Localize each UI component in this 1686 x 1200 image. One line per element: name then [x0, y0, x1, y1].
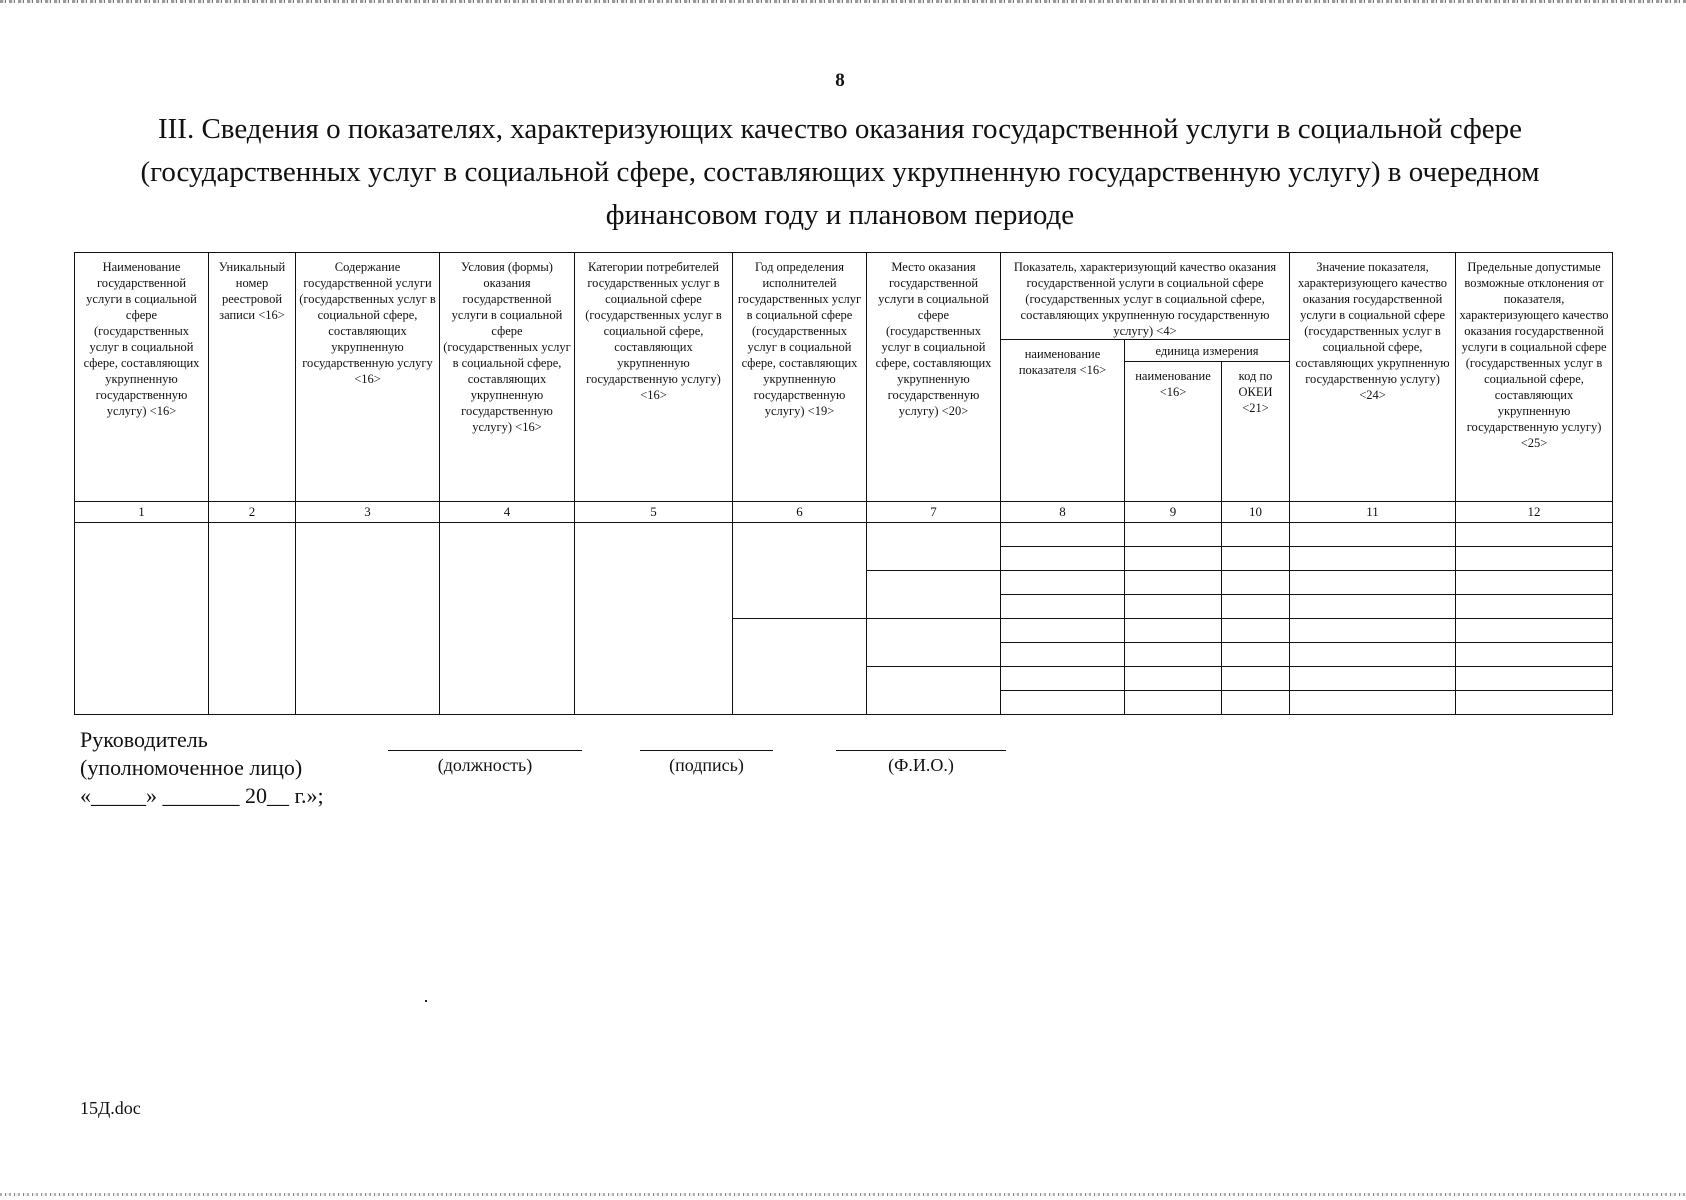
column-number: 8: [1001, 502, 1125, 523]
table-row: [75, 523, 1613, 547]
position-caption: (должность): [437, 755, 533, 775]
section-heading: [60, 108, 1620, 237]
header-consumer-categories: Категории потребителей государственных услуг в социальной сфере (государственных услуг в социальной сфере, составляющих укрупненную государственную услугу) <16>: [575, 253, 733, 502]
header-service-conditions: Условия (формы) оказания государственной услуги в социальной сфере (государственных услуг в социальной сфере, составляющих укрупненную государственную услугу) <16>: [440, 253, 575, 502]
data-cell: [867, 619, 1001, 667]
data-cell: [1290, 571, 1456, 595]
column-number: 4: [440, 502, 575, 523]
data-cell: [1290, 643, 1456, 667]
data-cell: [296, 523, 440, 715]
data-cell: [1290, 547, 1456, 571]
signature-underline: [640, 750, 773, 751]
data-cell: [1456, 595, 1613, 619]
signatory-label: Руководитель: [80, 727, 208, 752]
data-cell: [1456, 547, 1613, 571]
signatory-sublabel: (уполномоченное лицо): [80, 755, 303, 780]
column-number: 1: [75, 502, 209, 523]
name-caption: (Ф.И.О.): [888, 755, 954, 775]
data-cell: [1222, 547, 1290, 571]
data-cell: [1222, 643, 1290, 667]
data-cell: [1222, 691, 1290, 715]
data-cell: [1125, 595, 1222, 619]
column-number: 6: [733, 502, 867, 523]
heading-line-2: (государственных услуг в социальной сфере, составляющих укрупненную государственную услугу) в очередном: [140, 156, 1540, 188]
signature-date: «_____» _______ 20__ г.»;: [80, 783, 324, 808]
column-number: 9: [1125, 502, 1222, 523]
data-cell: [1001, 667, 1125, 691]
header-unit-group: единица измерения: [1125, 340, 1290, 362]
data-cell: [1456, 643, 1613, 667]
data-cell: [1222, 523, 1290, 547]
data-cell: [1222, 667, 1290, 691]
data-cell: [1456, 619, 1613, 643]
data-cell: [867, 523, 1001, 571]
column-number: 12: [1456, 502, 1613, 523]
data-cell: [733, 619, 867, 715]
column-number: 5: [575, 502, 733, 523]
header-registry-number: Уникальный номер реестровой записи <16>: [209, 253, 296, 502]
column-numbers-row: [75, 502, 1613, 523]
data-cell: [1001, 595, 1125, 619]
data-cell: [1290, 619, 1456, 643]
data-cell: [867, 667, 1001, 715]
data-cell: [1125, 571, 1222, 595]
data-cell: [1222, 619, 1290, 643]
header-indicator-value: Значение показателя, характеризующего качество оказания государственной услуги в социальной сфере (государственных услуг в социальной сфере, составляющих укрупненную государственную услугу) <24>: [1290, 253, 1456, 502]
data-cell: [1125, 667, 1222, 691]
data-cell: [1456, 571, 1613, 595]
data-cell: [1222, 571, 1290, 595]
signature-caption: (подпись): [669, 755, 744, 775]
data-cell: [1290, 667, 1456, 691]
data-cell: [1001, 547, 1125, 571]
data-cell: [1456, 667, 1613, 691]
column-number: 7: [867, 502, 1001, 523]
data-cell: [1125, 691, 1222, 715]
scan-edge-bottom: [0, 1193, 1686, 1196]
footer-filename: 15Д.doc: [80, 1098, 141, 1118]
data-cell: [1001, 619, 1125, 643]
data-cell: [1125, 643, 1222, 667]
header-service-place: Место оказания государственной услуги в социальной сфере (государственных услуг в социальной сфере, составляющих укрупненную государственную услугу) <20>: [867, 253, 1001, 502]
position-underline: [388, 750, 582, 751]
data-cell: [1001, 643, 1125, 667]
column-number: 10: [1222, 502, 1290, 523]
data-cell: [440, 523, 575, 715]
data-cell: [1456, 691, 1613, 715]
header-service-content: Содержание государственной услуги (государственных услуг в социальной сфере, составляющих укрупненную государственную услугу <16>: [296, 253, 440, 502]
data-cell: [1125, 523, 1222, 547]
data-cell: [1001, 523, 1125, 547]
data-cell: [1290, 595, 1456, 619]
data-cell: [1001, 691, 1125, 715]
data-cell: [867, 571, 1001, 619]
data-cell: [575, 523, 733, 715]
scan-speck: [425, 1000, 427, 1002]
header-allowed-deviation: Предельные допустимые возможные отклонения от показателя, характеризующего качество оказания государственной услуги в социальной сфере (государственных услуг в социальной сфере, составляющих укрупненную государственную услугу) <25>: [1456, 253, 1613, 502]
data-cell: [733, 523, 867, 619]
data-cell: [1001, 571, 1125, 595]
data-cell: [1290, 691, 1456, 715]
column-number: 11: [1290, 502, 1456, 523]
column-number: 3: [296, 502, 440, 523]
name-underline: [836, 750, 1006, 751]
scan-edge-top: [0, 0, 1686, 3]
page-number: 8: [835, 70, 845, 91]
data-cell: [1125, 547, 1222, 571]
data-cell: [75, 523, 209, 715]
header-service-name: Наименование государственной услуги в социальной сфере (государственных услуг в социальной сфере, составляющих укрупненную государственную услугу) <16>: [75, 253, 209, 502]
heading-line-1: III. Сведения о показателях, характеризующих качество оказания государственной услуги в социальной сфере: [157, 113, 1523, 145]
data-cell: [1290, 523, 1456, 547]
header-quality-indicator-group: Показатель, характеризующий качество оказания государственной услуги в социальной сфере (государственных услуг в социальной сфере, составляющих укрупненную государственную услугу) <4>: [1001, 253, 1290, 340]
heading-line-3: финансовом году и плановом периоде: [605, 199, 1075, 231]
header-unit-name: наименование <16>: [1125, 362, 1222, 502]
quality-indicators-table: [74, 252, 1613, 715]
data-cell: [209, 523, 296, 715]
column-number: 2: [209, 502, 296, 523]
header-executor-year: Год определения исполнителей государственных услуг в социальной сфере (государственных услуг в социальной сфере, составляющих укрупненную государственную услугу) <19>: [733, 253, 867, 502]
header-okei-code: код по ОКЕИ <21>: [1222, 362, 1290, 502]
data-cell: [1456, 523, 1613, 547]
data-cell: [1222, 595, 1290, 619]
data-cell: [1125, 619, 1222, 643]
header-indicator-name: наименование показателя <16>: [1001, 340, 1125, 502]
